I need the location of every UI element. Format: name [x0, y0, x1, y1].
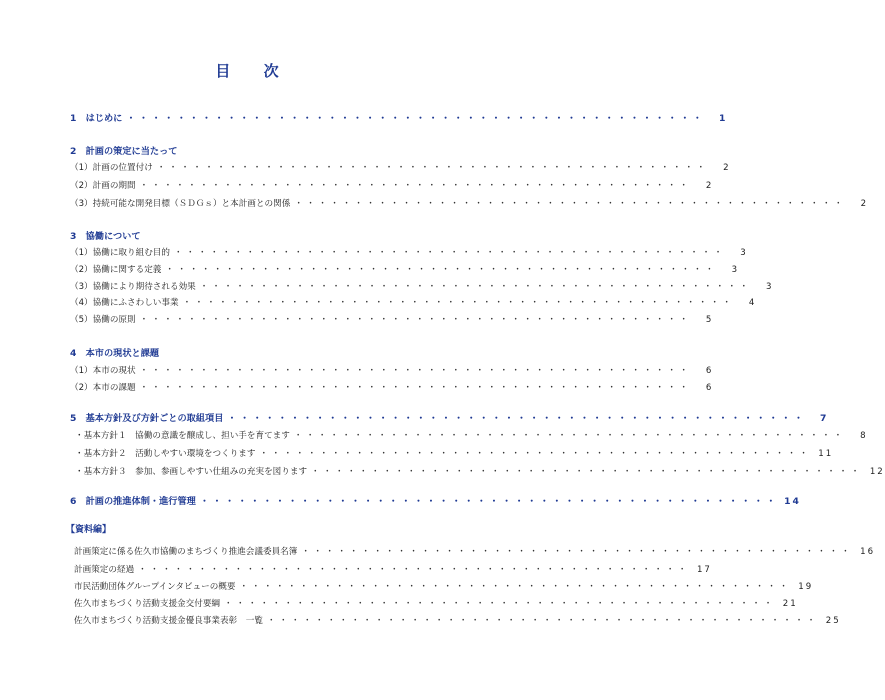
dot-leader: ・・・・・・・・・・・・・・・・・・・・・・・・・・・・・・・・・・・・・・・・・・・・・・: [139, 383, 692, 393]
materials-entry[interactable]: [74, 597, 798, 611]
dot-leader: ・・・・・・・・・・・・・・・・・・・・・・・・・・・・・・・・・・・・・・・・・・・・・・: [294, 199, 847, 209]
materials-entry[interactable]: [74, 545, 876, 559]
toc-section-heading[interactable]: [70, 412, 829, 426]
dot-leader: ・・・・・・・・・・・・・・・・・・・・・・・・・・・・・・・・・・・・・・・・・・・・・・: [165, 265, 718, 275]
materials-entry[interactable]: [74, 580, 814, 594]
entry-label: 6 計画の推進体制・進行管理: [70, 496, 196, 507]
toc-entry[interactable]: [70, 197, 869, 211]
page-number: 2: [723, 163, 731, 173]
entry-label: 3 協働について: [70, 231, 141, 242]
dot-leader: ・・・・・・・・・・・・・・・・・・・・・・・・・・・・・・・・・・・・・・・・・・・・・・: [182, 298, 735, 308]
toc-entry[interactable]: [70, 263, 740, 277]
dot-leader: ・・・・・・・・・・・・・・・・・・・・・・・・・・・・・・・・・・・・・・・・・・・・・・: [224, 599, 776, 609]
toc-entry[interactable]: [70, 246, 748, 260]
toc-entry[interactable]: [70, 296, 757, 310]
page-number: 6: [705, 366, 714, 376]
dot-leader: ・・・・・・・・・・・・・・・・・・・・・・・・・・・・・・・・・・・・・・・・・・・・・・: [139, 366, 692, 376]
dot-leader: ・・・・・・・・・・・・・・・・・・・・・・・・・・・・・・・・・・・・・・・・・・・・・・: [139, 315, 692, 325]
dot-leader: ・・・・・・・・・・・・・・・・・・・・・・・・・・・・・・・・・・・・・・・・・・・・・・: [259, 449, 812, 459]
toc-entry[interactable]: [70, 161, 731, 175]
toc-entry[interactable]: [70, 381, 714, 395]
entry-label: 1 はじめに: [70, 113, 123, 124]
page-number: 3: [731, 265, 740, 275]
materials-entry[interactable]: [74, 563, 712, 577]
entry-label: （2）計画の期間: [70, 181, 136, 191]
toc-section-heading[interactable]: [70, 145, 420, 159]
page-number: 1: [718, 113, 728, 124]
entry-label: （1）計画の位置付け: [70, 163, 153, 173]
entry-label: （2）協働に関する定義: [70, 265, 162, 275]
entry-label: 5 基本方針及び方針ごとの取組項目: [70, 413, 224, 424]
toc-entry[interactable]: [70, 364, 714, 378]
dot-leader: ・・・・・・・・・・・・・・・・・・・・・・・・・・・・・・・・・・・・・・・・・・・・・・: [126, 113, 706, 124]
materials-heading: 【資料編】: [66, 525, 112, 535]
dot-leader: ・・・・・・・・・・・・・・・・・・・・・・・・・・・・・・・・・・・・・・・・・・・・・・: [199, 282, 752, 292]
toc-entry[interactable]: [70, 313, 714, 327]
dot-leader: ・・・・・・・・・・・・・・・・・・・・・・・・・・・・・・・・・・・・・・・・・・・・・・: [156, 163, 709, 173]
page-number: 3: [740, 248, 748, 258]
page-number: 16: [860, 547, 876, 557]
dot-leader: ・・・・・・・・・・・・・・・・・・・・・・・・・・・・・・・・・・・・・・・・・・・・・・: [199, 496, 779, 507]
page-number: 8: [860, 431, 868, 441]
dot-leader: ・・・・・・・・・・・・・・・・・・・・・・・・・・・・・・・・・・・・・・・・・・・・・・: [139, 181, 692, 191]
entry-label: （3）持続可能な開発目標（ＳＤＧｓ）と本計画との関係: [70, 199, 291, 209]
page-number: 12: [869, 467, 885, 477]
toc-entry[interactable]: [75, 465, 885, 479]
dot-leader: ・・・・・・・・・・・・・・・・・・・・・・・・・・・・・・・・・・・・・・・・・・・・・・: [227, 413, 807, 424]
page-number: 3: [766, 282, 774, 292]
page-number: 2: [705, 181, 714, 191]
page-number: 19: [798, 582, 814, 592]
entry-label: 佐久市まちづくり活動支援金優良事業表彰 一覧: [74, 616, 263, 626]
page-number: 4: [748, 298, 757, 308]
dot-leader: ・・・・・・・・・・・・・・・・・・・・・・・・・・・・・・・・・・・・・・・・・・・・・・: [301, 547, 854, 557]
dot-leader: ・・・・・・・・・・・・・・・・・・・・・・・・・・・・・・・・・・・・・・・・・・・・・・: [174, 248, 726, 258]
entry-label: 佐久市まちづくり活動支援金交付要綱: [74, 599, 221, 609]
page-title: 目 次: [215, 62, 293, 80]
page-number: 2: [860, 199, 869, 209]
entry-label: 計画策定の経過: [74, 565, 135, 575]
dot-leader: ・・・・・・・・・・・・・・・・・・・・・・・・・・・・・・・・・・・・・・・・・・・・・・: [239, 582, 792, 592]
entry-label: ・基本方針１ 協働の意識を醸成し、担い手を育てます: [75, 431, 290, 441]
entry-label: （1）本市の現状: [70, 366, 136, 376]
toc-section-heading[interactable]: [70, 495, 801, 509]
entry-label: （2）本市の課題: [70, 383, 136, 393]
entry-label: 4 本市の現状と課題: [70, 348, 160, 359]
toc-section-heading[interactable]: [70, 230, 420, 244]
dot-leader: ・・・・・・・・・・・・・・・・・・・・・・・・・・・・・・・・・・・・・・・・・・・・・・: [311, 467, 863, 477]
entry-label: 計画策定に係る佐久市協働のまちづくり推進会議委員名簿: [74, 547, 298, 557]
page-number: 21: [782, 599, 798, 609]
toc-section-heading[interactable]: [70, 347, 420, 361]
page-number: 11: [818, 449, 834, 459]
entry-label: 2 計画の策定に当たって: [70, 146, 178, 157]
materials-entry[interactable]: [74, 614, 841, 628]
toc-entry[interactable]: [70, 179, 714, 193]
entry-label: 市民活動団体グループインタビューの概要: [74, 582, 236, 592]
dot-leader: ・・・・・・・・・・・・・・・・・・・・・・・・・・・・・・・・・・・・・・・・・・・・・・: [138, 565, 690, 575]
page-number: 25: [825, 616, 841, 626]
entry-label: ・基本方針２ 活動しやすい環境をつくります: [75, 449, 256, 459]
toc-entry[interactable]: [75, 447, 834, 461]
entry-label: （5）協働の原則: [70, 315, 136, 325]
page-number: 17: [696, 565, 712, 575]
entry-label: （4）協働にふさわしい事業: [70, 298, 179, 308]
entry-label: （3）協働により期待される効果: [70, 282, 196, 292]
dot-leader: ・・・・・・・・・・・・・・・・・・・・・・・・・・・・・・・・・・・・・・・・・・・・・・: [293, 431, 846, 441]
toc-section-heading[interactable]: [70, 112, 728, 126]
entry-label: （1）協働に取り組む目的: [70, 248, 170, 258]
entry-label: ・基本方針３ 参加、参画しやすい仕組みの充実を図ります: [75, 467, 308, 477]
toc-entry[interactable]: [75, 429, 868, 443]
page-number: 6: [705, 383, 714, 393]
page-number: 5: [705, 315, 714, 325]
dot-leader: ・・・・・・・・・・・・・・・・・・・・・・・・・・・・・・・・・・・・・・・・・・・・・・: [266, 616, 819, 626]
page-number: 7: [820, 413, 829, 424]
toc-entry[interactable]: [70, 280, 774, 294]
page-number: 14: [784, 496, 801, 507]
